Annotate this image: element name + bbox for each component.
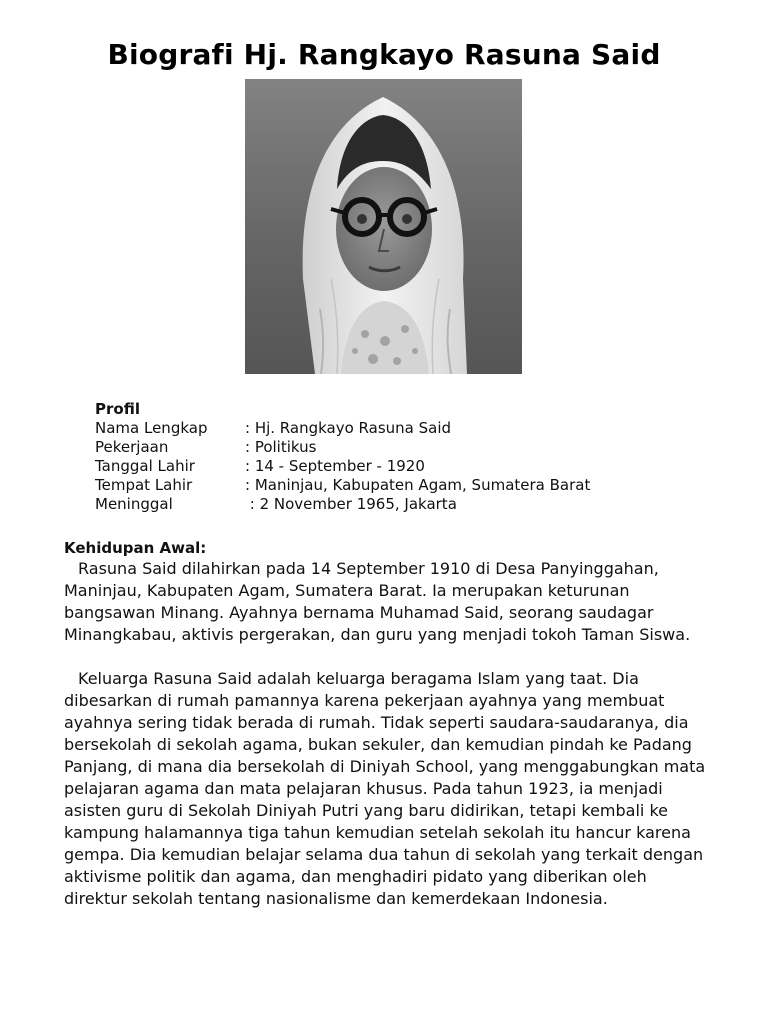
early-life-section	[64, 538, 714, 910]
profile-label: Pekerjaan	[95, 438, 169, 456]
profile-row-birth-place	[95, 476, 715, 495]
early-life-paragraph-2: Keluarga Rasuna Said adalah keluarga beragama Islam yang taat. Dia dibesarkan di rumah pamannya karena pekerjaan ayahnya yang membuat ayahnya sering tidak berada di rumah. Tidak seperti saudara-saudaranya, dia bersekolah di sekolah agama, bukan sekuler, dan kemudian pindah ke Padang Panjang, di mana dia bersekolah di Diniyah School, yang menggabungkan mata pelajaran agama dan mata pelajaran khusus. Pada tahun 1923, ia menjadi asisten guru di Sekolah Diniyah Putri yang baru didirikan, tetapi kembali ke kampung halamannya tiga tahun kemudian setelah sekolah itu hancur karena gempa. Dia kemudian belajar selama dua tahun di sekolah yang terkait dengan aktivisme politik dan agama, dan menghadiri pidato yang diberikan oleh direktur sekolah tentang nasionalisme dan kemerdekaan Indonesia.	[64, 669, 706, 908]
profile-row-occupation	[95, 438, 715, 457]
document-title: Biografi Hj. Rangkayo Rasuna Said	[107, 38, 661, 71]
profile-label: Tempat Lahir	[95, 476, 193, 494]
profile-label: Nama Lengkap	[95, 419, 208, 437]
profile-section	[95, 400, 715, 514]
profile-row-death	[95, 495, 715, 514]
profile-value: : Hj. Rangkayo Rasuna Said	[245, 419, 452, 437]
profile-row-full-name	[95, 419, 715, 438]
profile-value: : 14 - September - 1920	[245, 457, 425, 475]
profile-value: : 2 November 1965, Jakarta	[245, 495, 457, 513]
profile-value: : Politikus	[245, 438, 317, 456]
profile-heading: Profil	[95, 400, 140, 418]
early-life-paragraph-1: Rasuna Said dilahirkan pada 14 September 1910 di Desa Panyinggahan, Maninjau, Kabupaten Agam, Sumatera Barat. Ia merupakan keturunan bangsawan Minang. Ayahnya bernama Muhamad Said, seorang saudagar Minangkabau, aktivis pergerakan, dan guru yang menjadi tokoh Taman Siswa.	[64, 559, 691, 644]
profile-value: : Maninjau, Kabupaten Agam, Sumatera Barat	[245, 476, 591, 494]
profile-row-birth-date	[95, 457, 715, 476]
early-life-heading: Kehidupan Awal:	[64, 539, 207, 557]
profile-label: Meninggal	[95, 495, 173, 513]
portrait-photo	[245, 79, 522, 374]
profile-label: Tanggal Lahir	[95, 457, 195, 475]
